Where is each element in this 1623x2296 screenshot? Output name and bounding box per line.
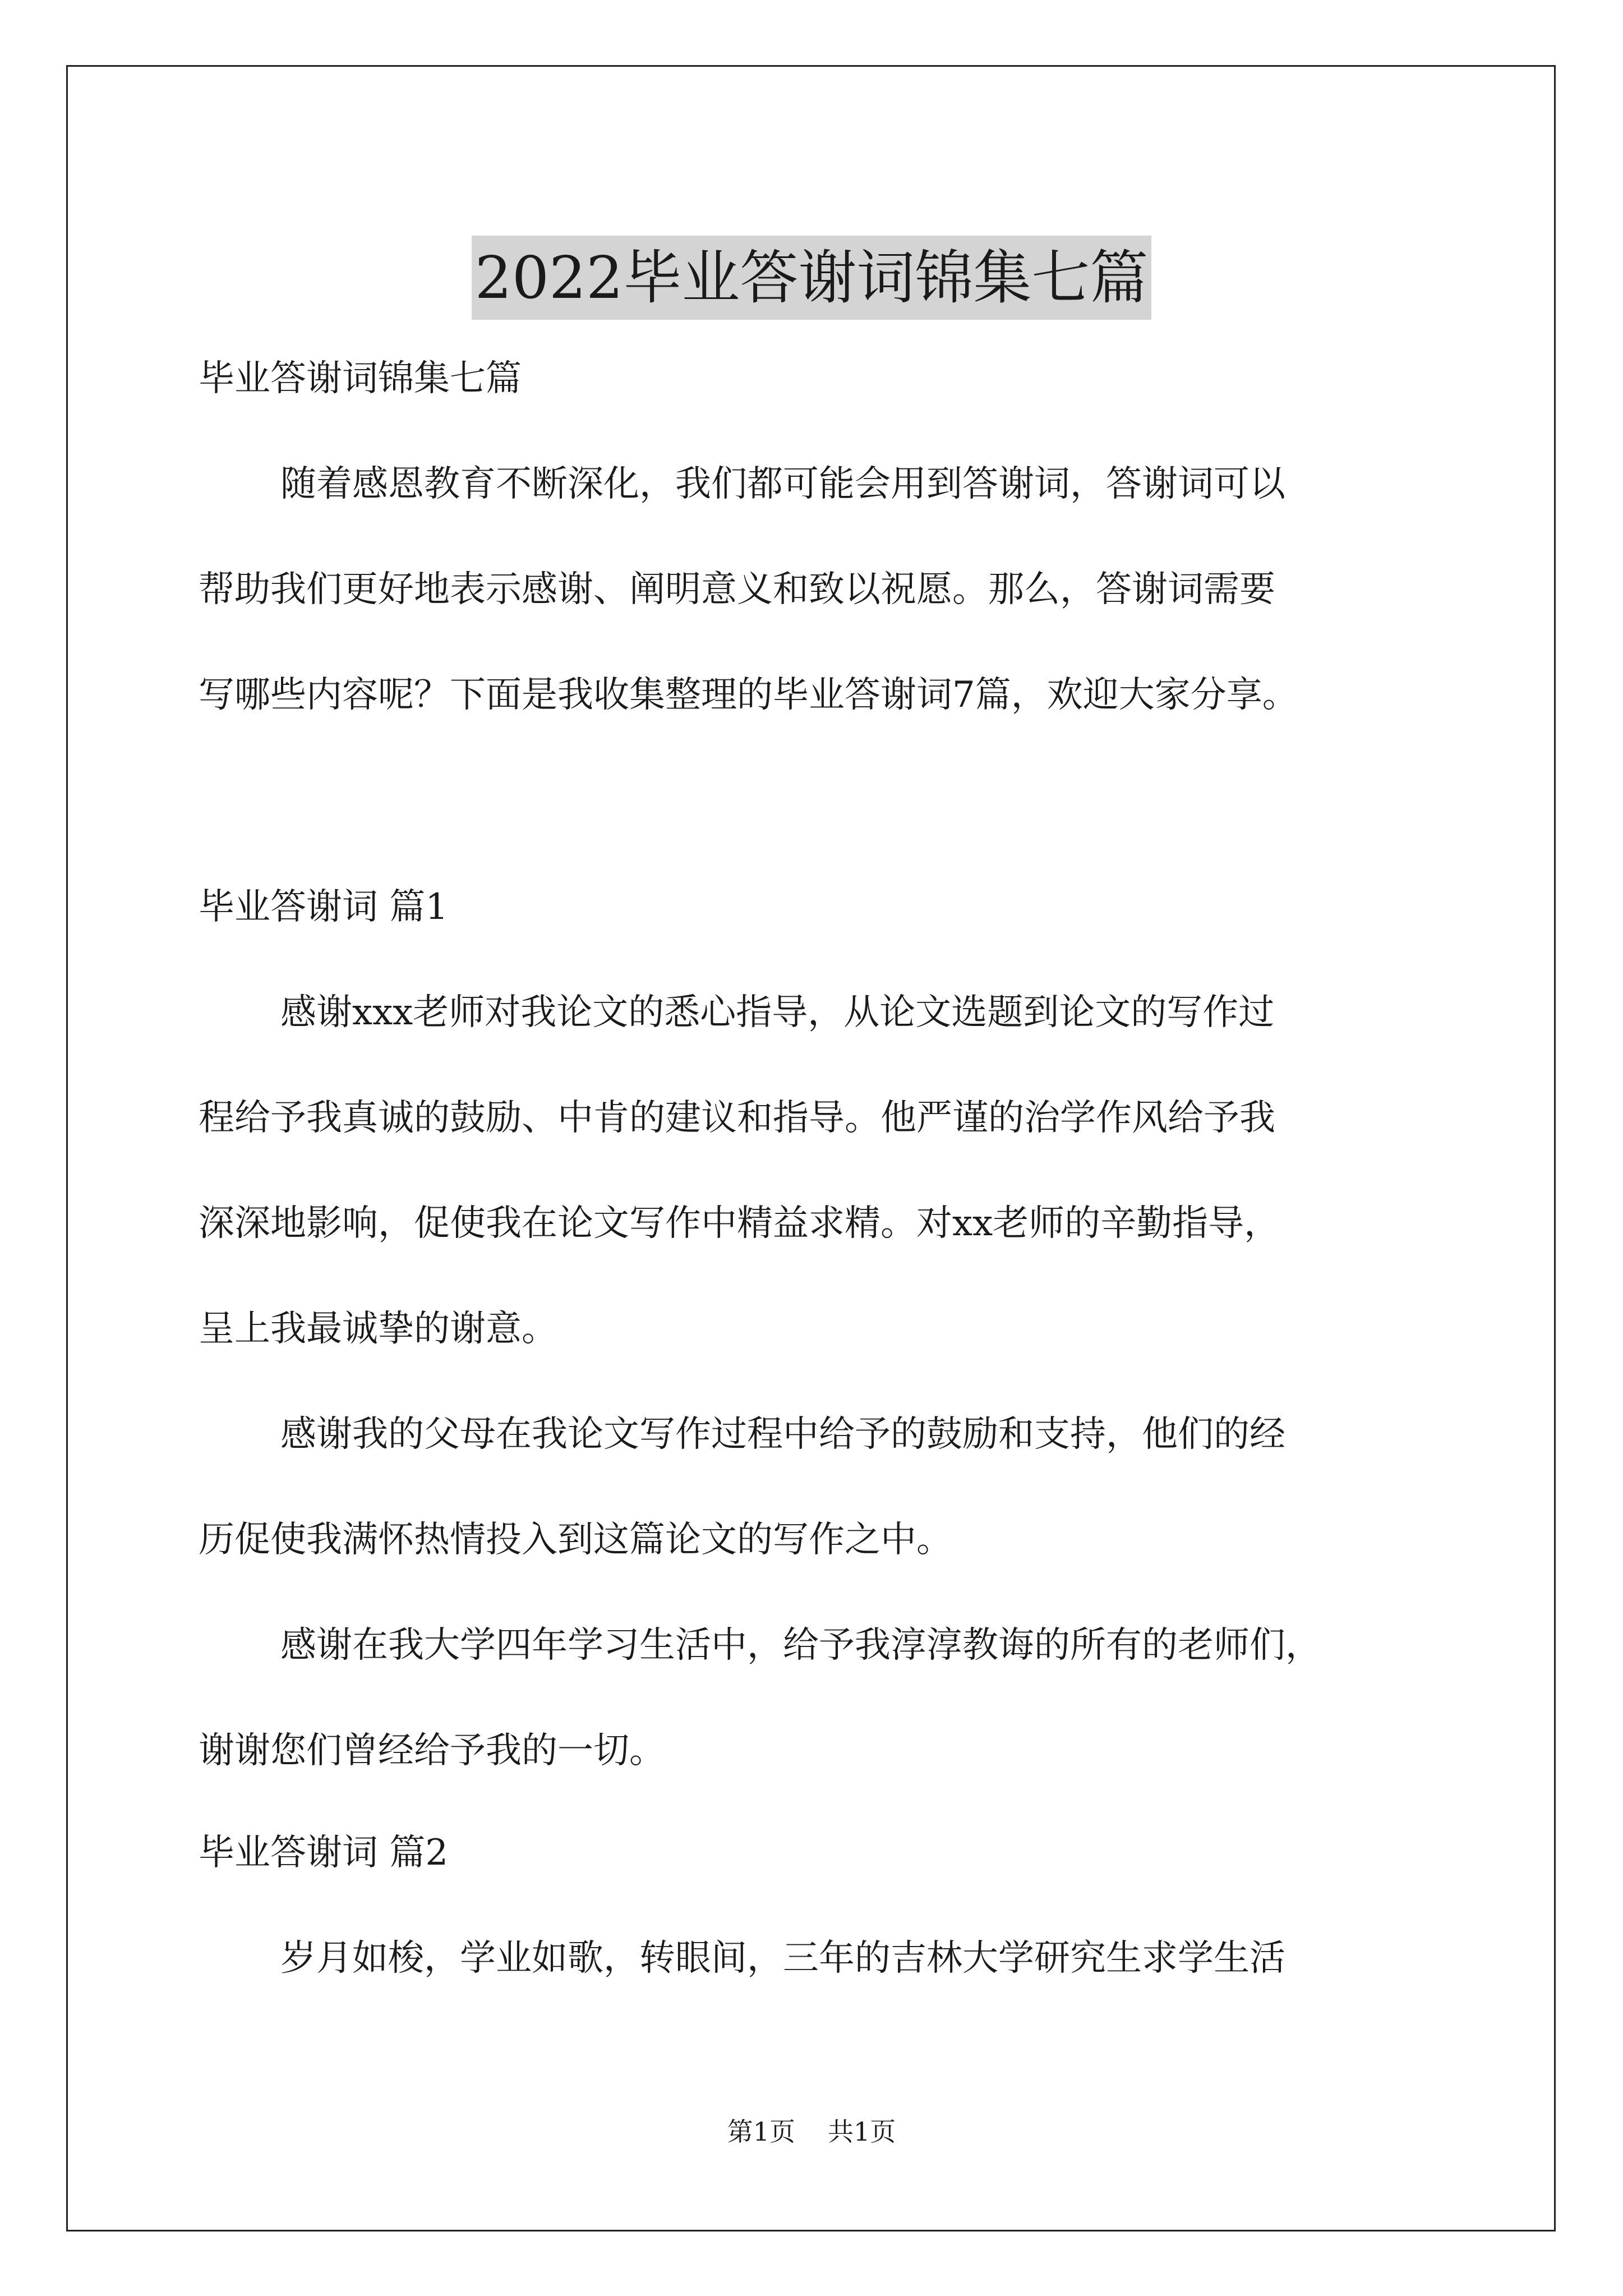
- intro-line-1: 随着感恩教育不断深化，我们都可能会用到答谢词，答谢词可以: [280, 463, 1285, 505]
- section1-para2-line-2: 历促使我满怀热情投入到这篇论文的写作之中。: [199, 1519, 952, 1561]
- section-heading-1: 毕业答谢词 篇1: [199, 886, 449, 928]
- intro-line-2: 帮助我们更好地表示感谢、阐明意义和致以祝愿。那么，答谢词需要: [199, 569, 1275, 610]
- section1-para3-line-1: 感谢在我大学四年学习生活中，给予我淳淳教诲的所有的老师们，: [280, 1625, 1321, 1666]
- section2-para1-line-1: 岁月如梭，学业如歌，转眼间，三年的吉林大学研究生求学生活: [280, 1938, 1285, 1979]
- section1-para1-line-3: 深深地影响，促使我在论文写作中精益求精。对xx老师的辛勤指导，: [199, 1203, 1280, 1244]
- section1-para1-line-4: 呈上我最诚挚的谢意。: [199, 1308, 557, 1350]
- section1-para1-line-1: 感谢xxx老师对我论文的悉心指导，从论文选题到论文的写作过: [280, 992, 1275, 1033]
- intro-line-3: 写哪些内容呢？下面是我收集整理的毕业答谢词7篇，欢迎大家分享。: [199, 674, 1298, 716]
- page-number: 第1页: [727, 2116, 795, 2147]
- section1-para2-line-1: 感谢我的父母在我论文写作过程中给予的鼓励和支持，他们的经: [280, 1414, 1285, 1455]
- title-container: [0, 196, 1623, 312]
- page-total: 共1页: [828, 2116, 896, 2147]
- section-heading-2: 毕业答谢词 篇2: [199, 1832, 449, 1874]
- section1-para1-line-2: 程给予我真诚的鼓励、中肯的建议和指导。他严谨的治学作风给予我: [199, 1097, 1275, 1139]
- document-title: 2022毕业答谢词锦集七篇: [472, 236, 1152, 320]
- page-footer: [0, 2115, 1623, 2148]
- section1-para3-line-2: 谢谢您们曾经给予我的一切。: [199, 1730, 665, 1772]
- document-subtitle: 毕业答谢词锦集七篇: [199, 358, 522, 399]
